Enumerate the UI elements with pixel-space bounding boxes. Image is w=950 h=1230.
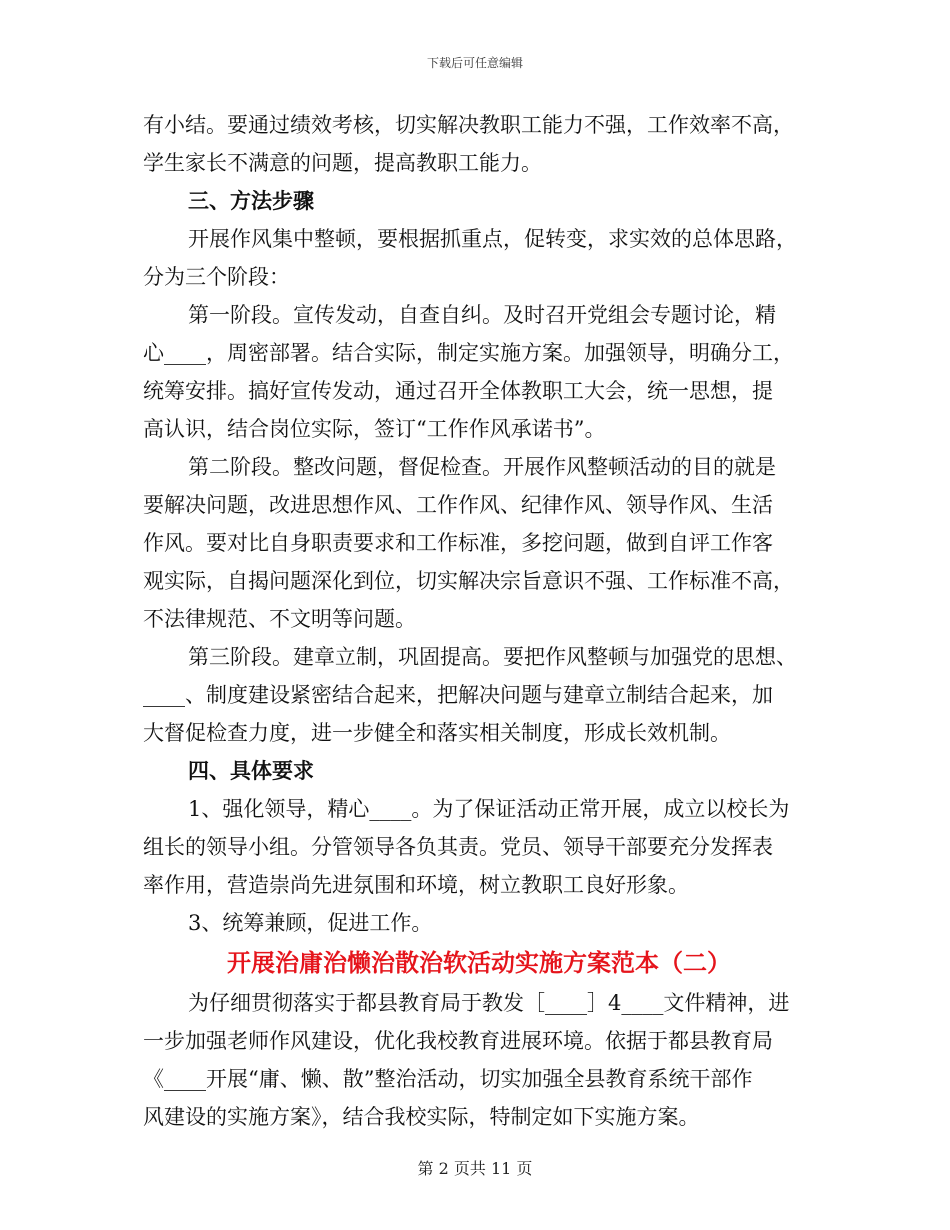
text-line: 1、强化领导，精心____。为了保证活动正常开展，成立以校长为 xyxy=(188,797,790,821)
text-line: ____、制度建设紧密结合起来，把解决问题与建章立制结合起来，加 xyxy=(143,683,773,707)
text-line: 有小结。要通过绩效考核，切实解决教职工能力不强，工作效率不高， xyxy=(143,113,794,137)
text-line: 要解决问题，改进思想作风、工作作风、纪律作风、领导作风、生活 xyxy=(143,493,773,517)
text-line: 统筹安排。搞好宣传发动，通过召开全体教职工大会，统一思想，提 xyxy=(143,379,773,403)
text-line: 率作用，营造崇尚先进氛围和环境，树立教职工良好形象。 xyxy=(143,873,689,897)
text-line: 3、统筹兼顾，促进工作。 xyxy=(188,911,433,935)
text-line: 开展作风集中整顿，要根据抓重点，促转变，求实效的总体思路， xyxy=(188,227,797,251)
section-heading: 四、具体要求 xyxy=(188,758,314,783)
document-body xyxy=(143,106,815,1136)
text-line: 一步加强老师作风建设，优化我校教育进展环境。依据于都县教育局 xyxy=(143,1029,773,1053)
text-line: 第一阶段。宣传发动，自查自纠。及时召开党组会专题讨论，精 xyxy=(188,303,776,327)
section-one-text xyxy=(143,106,815,942)
page-header-note: 下载后可任意编辑 xyxy=(426,56,523,70)
text-line: 观实际，自揭问题深化到位，切实解决宗旨意识不强、工作标准不高， xyxy=(143,569,794,593)
page-footer: 第 2 页共 11 页 xyxy=(417,1159,533,1178)
text-line: 学生家长不满意的问题，提高教职工能力。 xyxy=(143,151,542,175)
text-line: 高认识，结合岗位实际，签订“工作作风承诺书”。 xyxy=(143,417,606,441)
text-line: 《____开展“庸、懒、散”整治活动，切实加强全县教育系统干部作 xyxy=(143,1067,753,1091)
text-line: 不法律规范、不文明等问题。 xyxy=(143,607,416,631)
text-line: 组长的领导小组。分管领导各负其责。党员、领导干部要充分发挥表 xyxy=(143,835,773,859)
text-line: 大督促检查力度，进一步健全和落实相关制度，形成长效机制。 xyxy=(143,721,731,745)
section-title: 开展治庸治懒治散治软活动实施方案范本（二） xyxy=(227,949,731,977)
text-line: 分为三个阶段： xyxy=(143,265,290,289)
text-line: 第二阶段。整改问题，督促检查。开展作风整顿活动的目的就是 xyxy=(188,455,776,479)
text-line: 第三阶段。建章立制，巩固提高。要把作风整顿与加强党的思想、 xyxy=(188,645,797,669)
text-line: 风建设的实施方案》，结合我校实际，特制定如下实施方案。 xyxy=(143,1105,700,1129)
text-line: 作风。要对比自身职责要求和工作标准，多挖问题，做到自评工作客 xyxy=(143,531,773,555)
text-line: 心____，周密部署。结合实际，制定实施方案。加强领导，明确分工， xyxy=(143,341,794,365)
section-heading: 三、方法步骤 xyxy=(188,188,314,213)
section-two-text xyxy=(143,984,815,1136)
text-line: 为仔细贯彻落实于都县教育局于教发［____］4____文件精神，进 xyxy=(188,991,790,1015)
